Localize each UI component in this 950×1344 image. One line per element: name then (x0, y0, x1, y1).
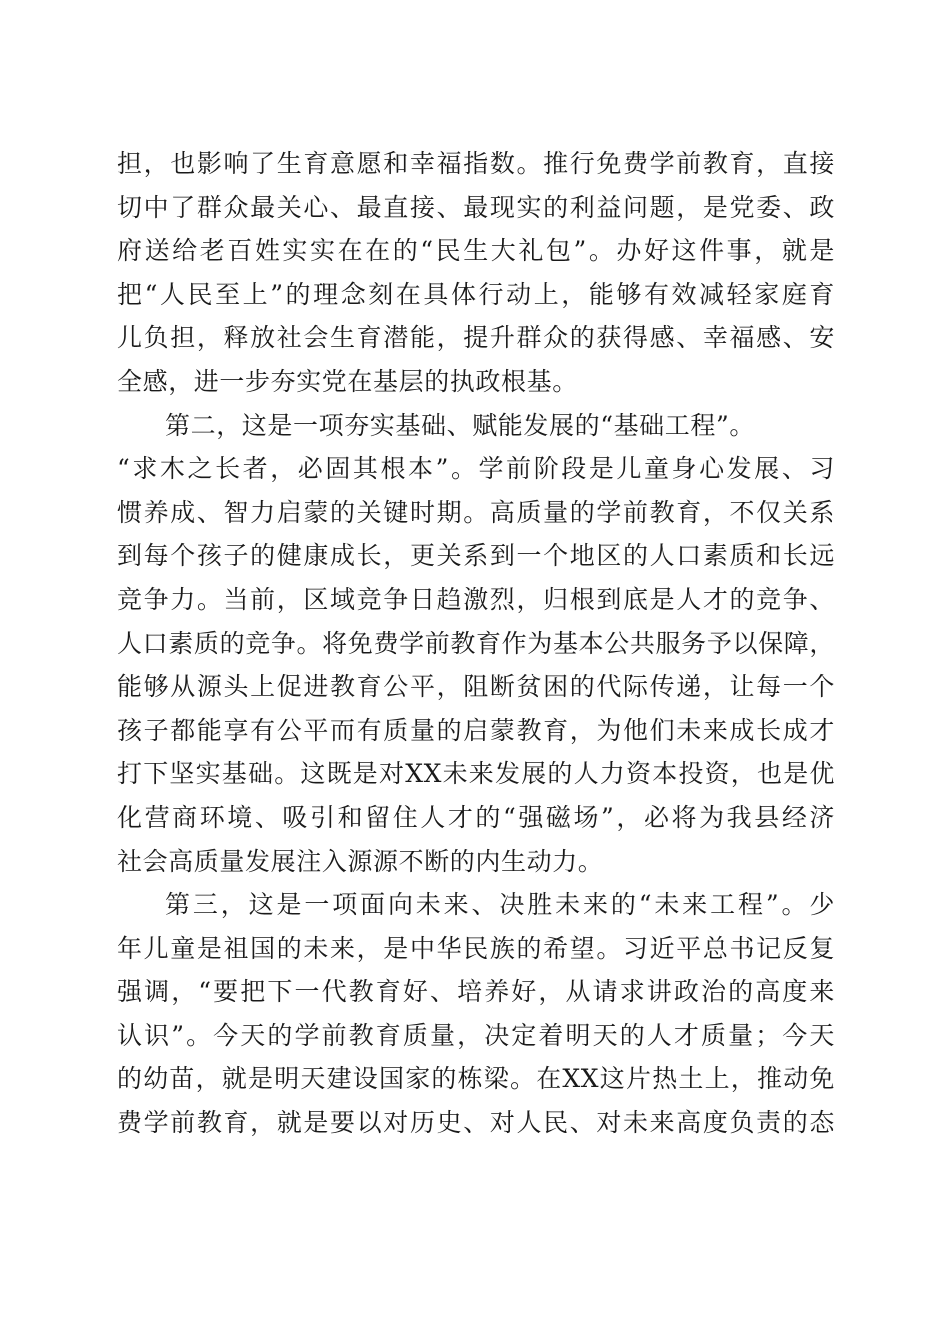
text-line: 能够从源头上促进教育公平，阻断贫困的代际传递，让每一个 (117, 672, 835, 702)
text-line: 府送给老百姓实实在在的“民生大礼包”。办好这件事，就是 (117, 236, 835, 266)
text-line: 社会高质量发展注入源源不断的内生动力。 (117, 846, 604, 876)
text-line: 竞争力。当前，区域竞争日趋激烈，归根到底是人才的竞争、 (117, 584, 835, 614)
text-line: 担，也影响了生育意愿和幸福指数。推行免费学前教育，直接 (117, 149, 835, 178)
text-line: 年儿童是祖国的未来，是中华民族的希望。习近平总书记反复 (117, 933, 835, 963)
text-line: 强调，“要把下一代教育好、培养好，从请求讲政治的高度来 (117, 977, 835, 1007)
text-line: 到每个孩子的健康成长，更关系到一个地区的人口素质和长远 (117, 541, 835, 571)
text-line: 把“人民至上”的理念刻在具体行动上，能够有效减轻家庭育 (117, 279, 835, 309)
body-text (117, 142, 835, 1145)
text-line: 惯养成、智力启蒙的关键时期。高质量的学前教育，不仅关系 (117, 497, 835, 527)
text-line: 人口素质的竞争。将免费学前教育作为基本公共服务予以保障， (117, 628, 835, 658)
text-line: 儿负担，释放社会生育潜能，提升群众的获得感、幸福感、安 (117, 323, 835, 353)
text-line: “求木之长者，必固其根本”。学前阶段是儿童身心发展、习 (117, 454, 835, 484)
text-line: 认识”。今天的学前教育质量，决定着明天的人才质量；今天 (117, 1020, 835, 1050)
text-line: 费学前教育，就是要以对历史、对人民、对未来高度负责的态 (117, 1108, 835, 1138)
text-line: 孩子都能享有公平而有质量的启蒙教育，为他们未来成长成才 (117, 715, 835, 745)
paragraph-heading-third: 第三，这是一项面向未来、决胜未来的“未来工程”。少 (165, 890, 835, 920)
text-line: 的幼苗，就是明天建设国家的栋梁。在XX这片热土上，推动免 (117, 1064, 835, 1094)
paragraph-heading-second: 第二，这是一项夯实基础、赋能发展的“基础工程”。 (165, 410, 755, 440)
text-line: 全感，进一步夯实党在基层的执政根基。 (117, 366, 578, 396)
text-line: 切中了群众最关心、最直接、最现实的利益问题，是党委、政 (117, 192, 835, 222)
text-line: 化营商环境、吸引和留住人才的“强磁场”，必将为我县经济 (117, 802, 835, 832)
text-line: 打下坚实基础。这既是对XX未来发展的人力资本投资，也是优 (117, 759, 835, 789)
